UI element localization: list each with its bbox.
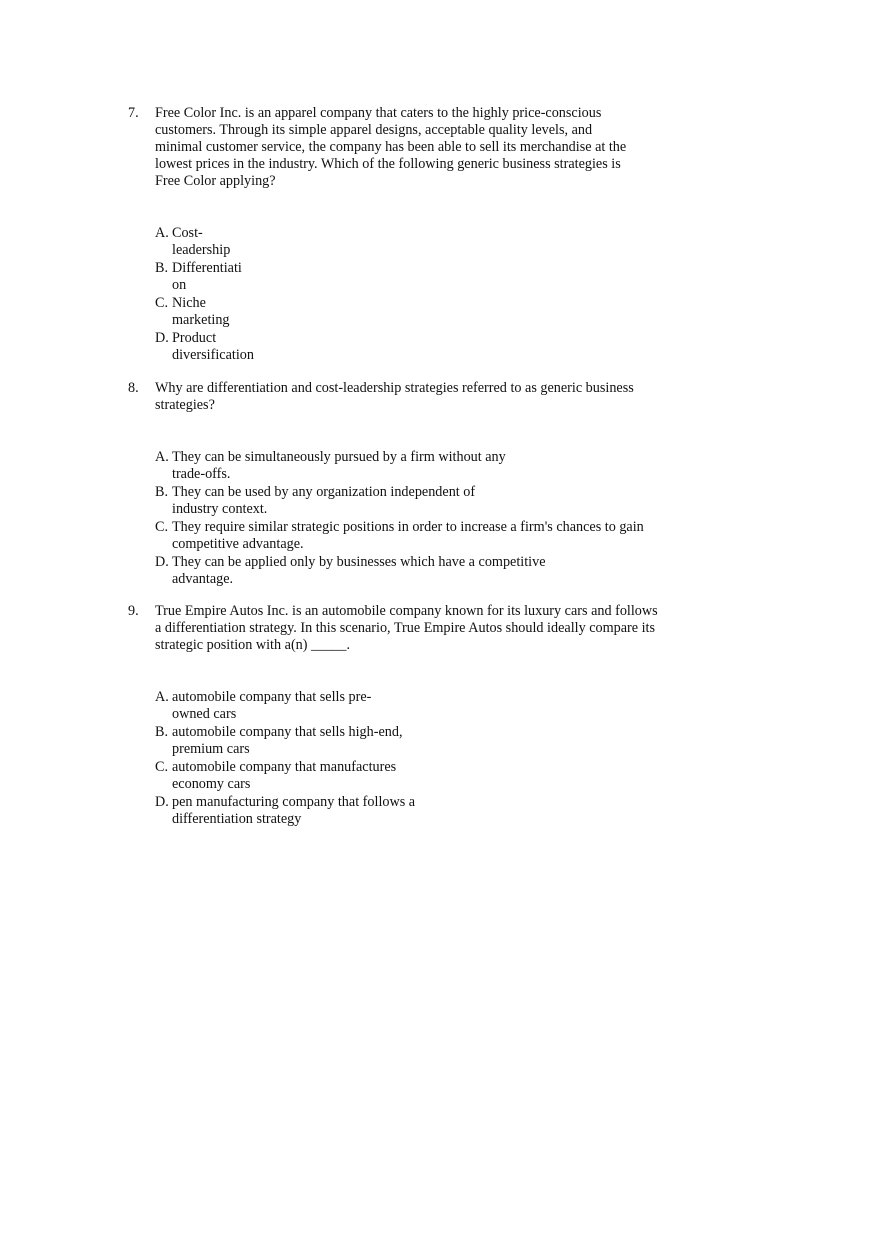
answer-option-a	[155, 689, 397, 723]
option-text: They can be simultaneously pursued by a firm without any trade-offs.	[172, 449, 506, 482]
question-number: 7.	[128, 105, 139, 121]
option-letter: A.	[155, 689, 169, 705]
option-text: automobile company that sells high-end, premium cars	[172, 724, 403, 757]
option-letter: D.	[155, 794, 169, 810]
answer-option-b	[155, 260, 244, 294]
option-text: Product diversification	[172, 330, 254, 363]
question-number: 8.	[128, 380, 139, 396]
answer-option-d	[155, 330, 254, 364]
answer-options	[155, 225, 254, 365]
answer-option-d	[155, 794, 437, 828]
question-stem	[128, 105, 635, 190]
option-letter: D.	[155, 330, 169, 346]
question-number: 9.	[128, 603, 139, 619]
question-stem	[128, 603, 665, 654]
option-letter: B.	[155, 724, 169, 740]
answer-option-a	[155, 225, 246, 259]
answer-options	[155, 449, 667, 589]
answer-option-a	[155, 449, 517, 483]
option-letter: B.	[155, 260, 169, 276]
option-text: Niche marketing	[172, 295, 230, 328]
answer-options	[155, 689, 437, 829]
answer-option-b	[155, 484, 492, 518]
option-text: automobile company that manufactures economy cars	[172, 759, 397, 792]
option-letter: C.	[155, 519, 169, 535]
question-7	[128, 105, 658, 363]
question-9	[128, 603, 658, 827]
option-text: They can be applied only by businesses which have a competitive advantage.	[172, 554, 546, 587]
option-text: They can be used by any organization independent of industry context.	[172, 484, 476, 517]
question-8	[128, 380, 658, 587]
option-letter: A.	[155, 449, 169, 465]
answer-option-b	[155, 724, 427, 758]
option-text: Cost-leadership	[172, 225, 231, 258]
option-text: Differentiation	[172, 260, 242, 293]
option-letter: C.	[155, 295, 169, 311]
option-letter: D.	[155, 554, 169, 570]
option-text: pen manufacturing company that follows a differentiation strategy	[172, 794, 416, 827]
answer-option-c	[155, 759, 420, 793]
question-text: Why are differentiation and cost-leadership strategies referred to as generic business strategies?	[155, 380, 634, 413]
option-letter: C.	[155, 759, 169, 775]
option-text: They require similar strategic positions in order to increase a firm's chances to gain competitive advantage.	[172, 519, 644, 552]
answer-option-c	[155, 519, 667, 553]
option-letter: A.	[155, 225, 169, 241]
question-stem	[128, 380, 645, 414]
option-letter: B.	[155, 484, 169, 500]
question-text: True Empire Autos Inc. is an automobile company known for its luxury cars and follows a differentiation strategy. In this scenario, True Empire Autos should ideally compare its strategic position with a(n) _____.	[155, 603, 658, 653]
answer-option-d	[155, 554, 557, 588]
question-text: Free Color Inc. is an apparel company that caters to the highly price-conscious customers. Through its simple apparel designs, acceptable quality levels, and minimal customer service, the company has been able to sell its merchandise at the lowest prices in the industry. Which of the following generic business strategies is Free Color applying?	[155, 105, 627, 189]
option-text: automobile company that sells pre-owned cars	[172, 689, 372, 722]
answer-option-c	[155, 295, 246, 329]
